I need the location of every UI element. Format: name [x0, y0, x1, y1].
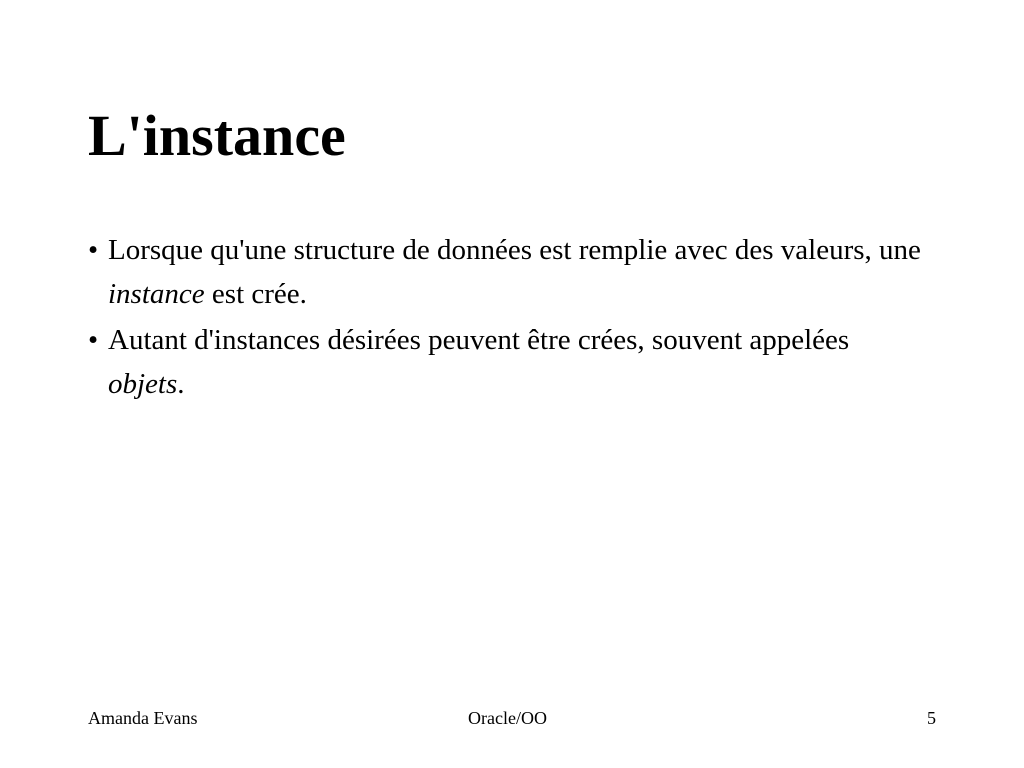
footer-course: Oracle/OO: [468, 708, 547, 728]
bullet-text-end: .: [177, 368, 185, 400]
bullet-text-start: Autant d'instances désirées peuvent être crées, souvent appelées: [108, 324, 850, 356]
bullet-mark: •: [88, 234, 99, 266]
bullet-item: [88, 318, 928, 406]
footer-author: Amanda Evans: [88, 708, 198, 728]
footer-page-number: 5: [927, 708, 936, 728]
emphasized-term: objets: [108, 368, 178, 400]
slide-title: L'instance: [88, 103, 346, 168]
bullet-mark: •: [88, 324, 99, 356]
bullet-item: [88, 228, 928, 316]
bullet-text: [108, 318, 928, 406]
emphasized-term: instance: [108, 278, 205, 310]
bullet-text-start: Lorsque qu'une structure de données est remplie avec des valeurs, une: [108, 234, 921, 266]
bullet-list: [88, 228, 928, 408]
bullet-text: [108, 228, 928, 316]
bullet-text-end: est crée.: [204, 278, 307, 310]
